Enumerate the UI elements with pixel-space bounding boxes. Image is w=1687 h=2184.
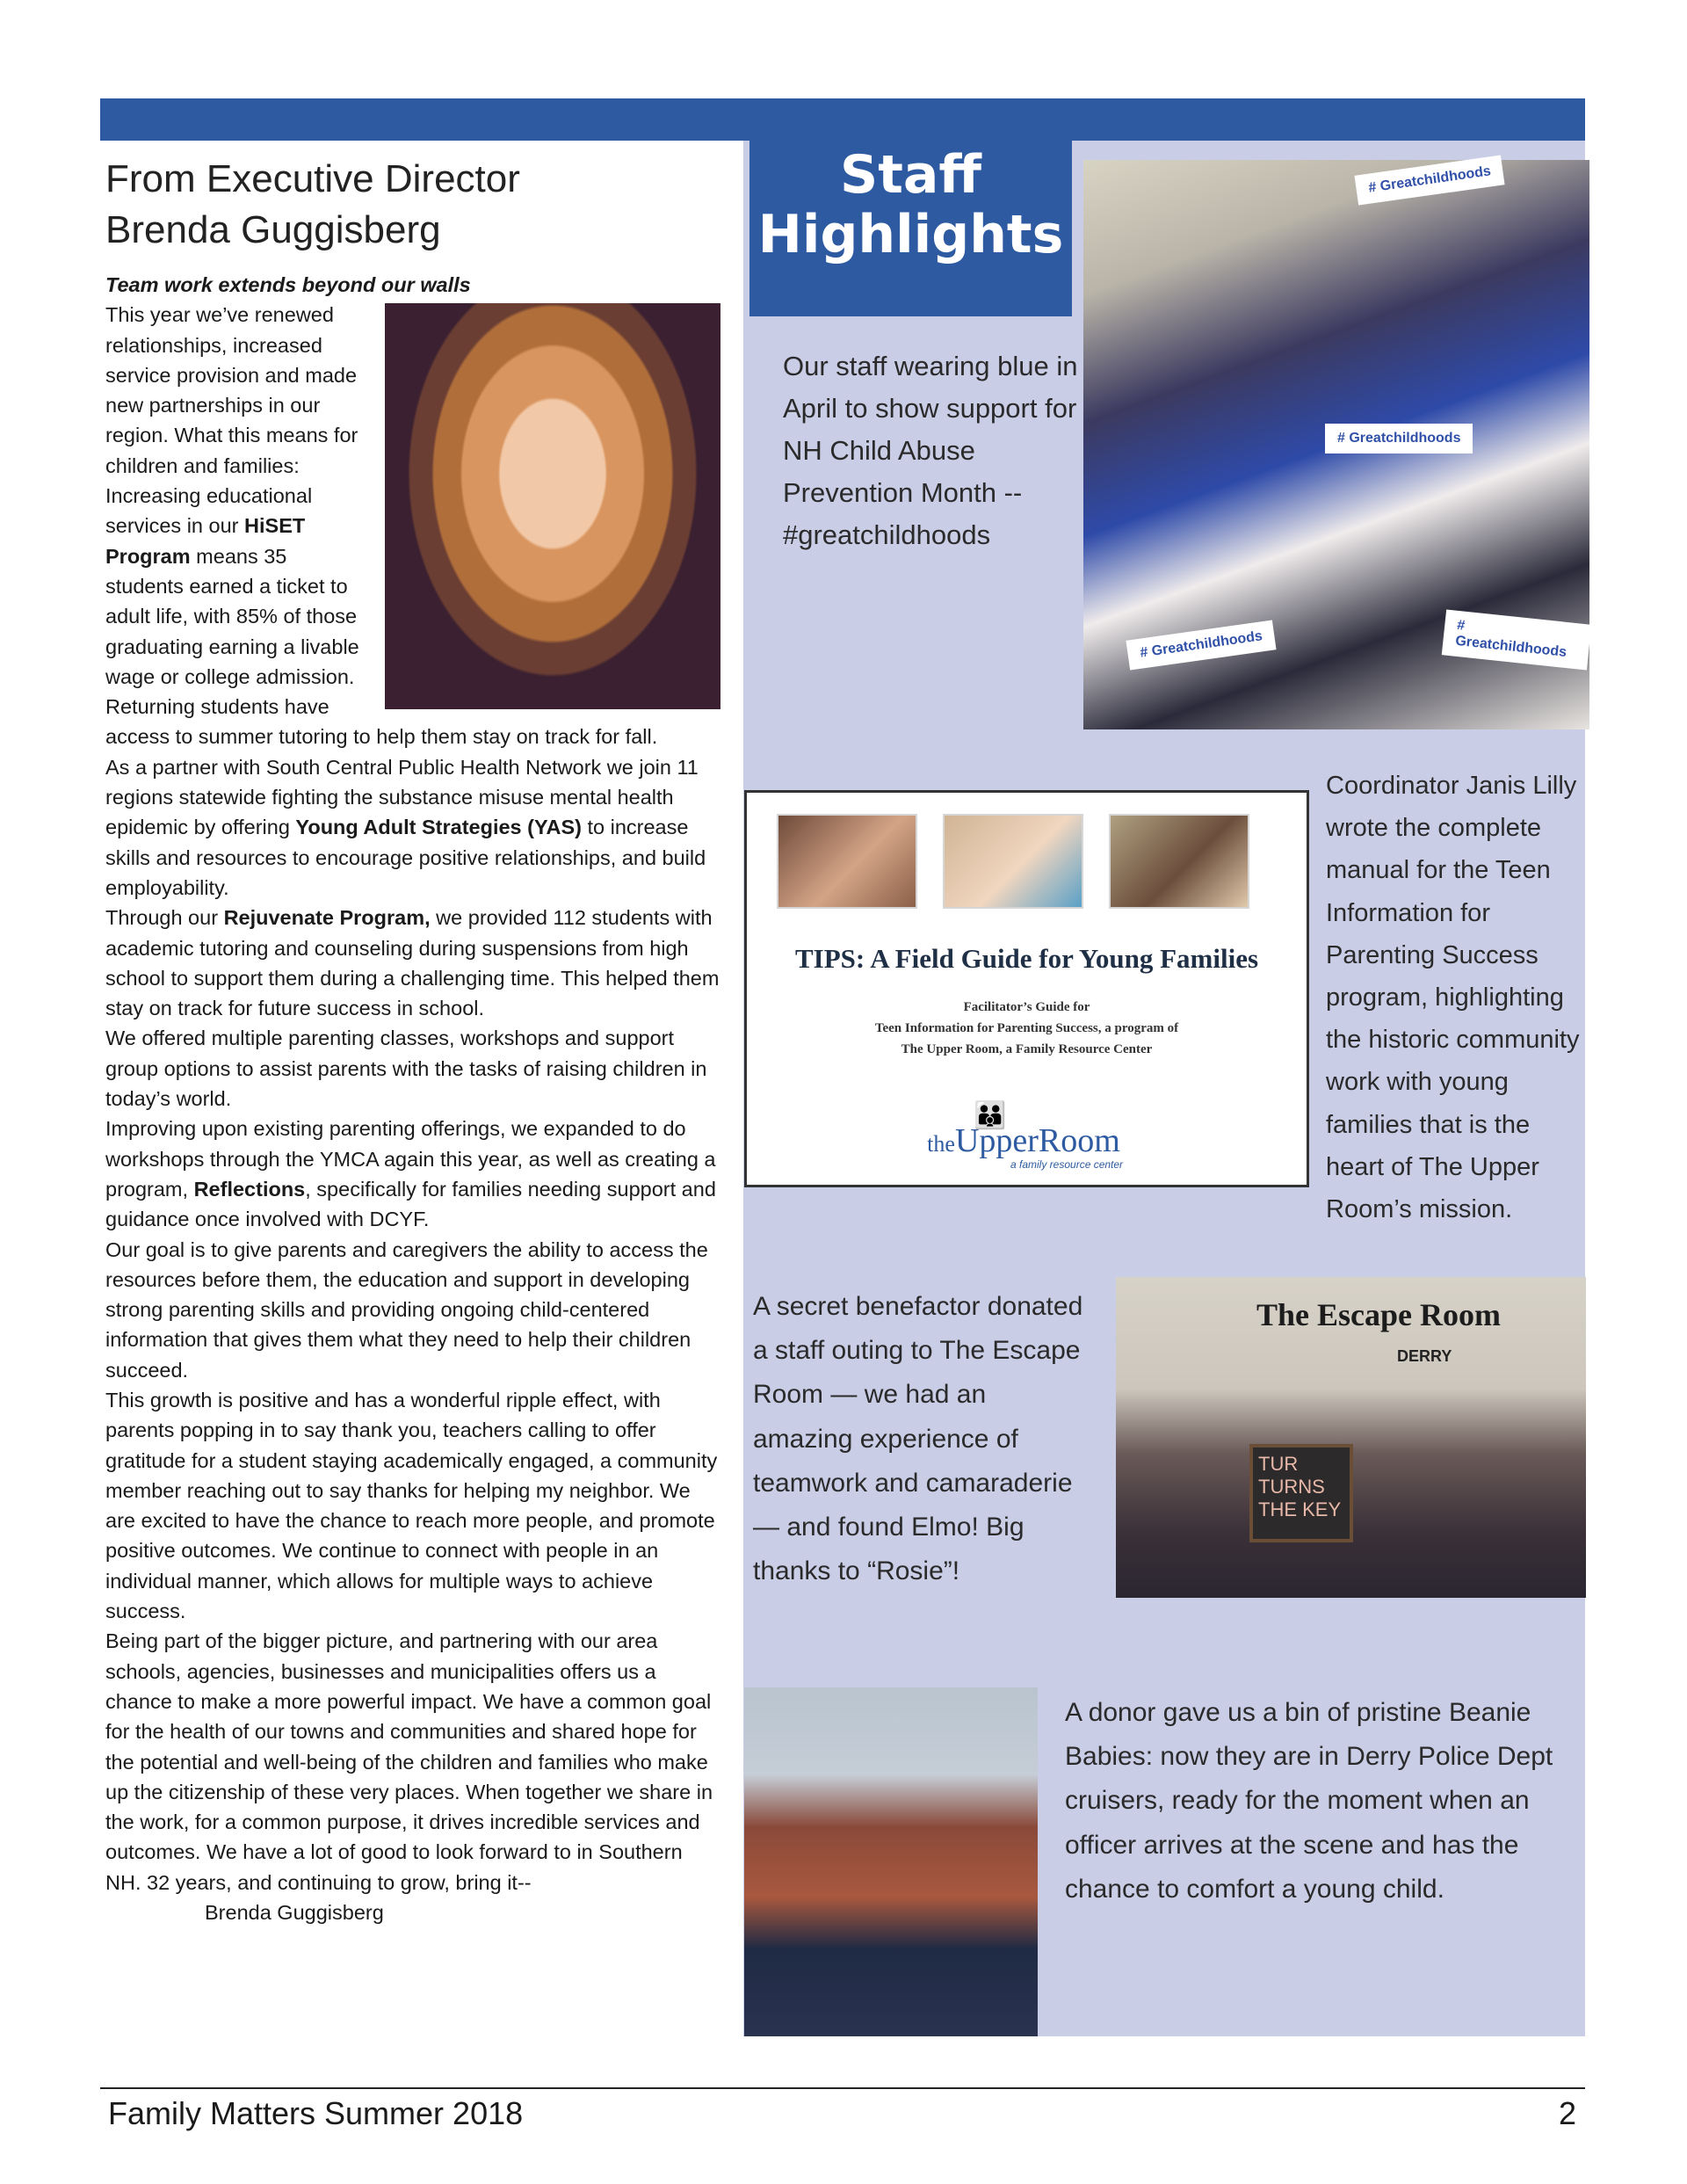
- footer-rule: [100, 2087, 1585, 2089]
- greatchildhoods-sign: # Greatchildhoods: [1442, 609, 1592, 670]
- director-signature: Brenda Guggisberg: [205, 1901, 384, 1925]
- janis-lilly-caption: Coordinator Janis Lilly wrote the complete manual for the Teen Information for Parenting Success program, highlighting the historic community work with young families that is the heart of The Upper Room’s mission.: [1326, 772, 1580, 1224]
- staff-highlights-title: [749, 145, 1072, 265]
- escape-room-sign-sub: DERRY: [1397, 1347, 1452, 1365]
- tips-cover-photo: [1109, 814, 1249, 909]
- upper-room-tagline: a family resource center: [1010, 1158, 1124, 1171]
- family-figures-icon: 👪: [974, 1101, 1005, 1130]
- director-letter: [105, 270, 720, 1927]
- chalkboard-sign: TUR TURNS THE KEY: [1249, 1444, 1353, 1542]
- staff-blue-caption: Our staff wearing blue in April to show support for NH Child Abuse Prevention Month -- #greatchildhoods: [783, 351, 1078, 550]
- director-paragraph-2: As a partner with South Central Public Health Network we join 11 regions statewide fighting the substance misuse mental health epidemic by offering Young Adult Strategies (YAS) to increase skills and resources to encourage positive relationships, and build employability.: [105, 755, 706, 899]
- greatchildhoods-sign: # Greatchildhoods: [1126, 620, 1277, 670]
- tips-headline: TIPS: A Field Guide for Young Families: [794, 943, 1259, 974]
- tips-cover-photo: [777, 814, 917, 909]
- director-subhead: Team work extends beyond our walls: [105, 273, 471, 296]
- escape-room-sign: The Escape Room: [1256, 1297, 1501, 1332]
- director-paragraph-6: Our goal is to give parents and caregivers the ability to access the resources before them, the education and support in developing strong parenting skills and providing ongoing child-centered information that gives them what they need to help their children succeed.: [105, 1237, 708, 1382]
- staff-title-line1: Staff: [840, 144, 981, 206]
- tips-subtitle: Facilitator’s Guide for Teen Information for Parenting Success, a program of The Upper Room, a Family Resource Center: [874, 1000, 1179, 1056]
- director-title: [105, 154, 720, 256]
- director-title-line1: From Executive Director: [105, 157, 520, 200]
- police-beanie-photo: [744, 1687, 1038, 2036]
- tips-cover-photo: [943, 814, 1083, 909]
- director-paragraph-3: Through our Rejuvenate Program, we provided 112 students with academic tutoring and counseling during suspensions from high school to support them during a challenging time. This helped them stay on track for future success in school.: [105, 906, 720, 1020]
- beanie-babies-caption: A donor gave us a bin of pristine Beanie Babies: now they are in Derry Police Dept cruisers, ready for the moment when an officer arrives at the scene and has the chance to comfort a young child.: [1065, 1698, 1553, 1904]
- footer-issue-title: Family Matters Summer 2018: [108, 2095, 524, 2131]
- staff-title-line2: Highlights: [757, 204, 1064, 265]
- director-paragraph-7: This growth is positive and has a wonderful ripple effect, with parents popping in to say thank you, teachers calling to offer gratitude for a student staying academically engaged, a community member reaching out to say thanks for helping my neighbor. We are excited to have the chance to reach more people, and promote positive outcomes. We continue to connect with people in an individual manner, which allows for multiple ways to achieve success.: [105, 1388, 718, 1623]
- director-paragraph-8: Being part of the bigger picture, and partnering with our area schools, agencies, businesses and municipalities offers us a chance to make a more powerful impact. We have a common goal for the health of our towns and communities and shared hope for the potential and well-being of the children and families who make up the citizenship of these very places. When together we share in the work, for a common purpose, it drives incredible services and outcomes. We have a lot of good to look forward to in Southern NH. 32 years, and continuing to grow, bring it--: [105, 1629, 713, 1894]
- upper-room-logo: theUpperRoom: [927, 1122, 1120, 1159]
- greatchildhoods-sign: # Greatchildhoods: [1325, 424, 1473, 453]
- director-title-line2: Brenda Guggisberg: [105, 208, 441, 251]
- escape-room-caption: A secret benefactor donated a staff outing to The Escape Room — we had an amazing experience of teamwork and camaraderie — and found Elmo! Big thanks to “Rosie”!: [753, 1292, 1083, 1586]
- escape-room-photo: [1116, 1277, 1586, 1598]
- page-number: 2: [1559, 2095, 1577, 2131]
- director-paragraph-4: We offered multiple parenting classes, workshops and support group options to assist parents with the tasks of raising children in today’s world.: [105, 1027, 707, 1111]
- staff-group-photo: [1083, 160, 1589, 729]
- header-bar: [100, 98, 1585, 141]
- director-portrait-photo: [385, 303, 720, 709]
- director-paragraph-5: Improving upon existing parenting offerings, we expanded to do workshops through the YMCA again this year, as well as creating a program, Reflections, specifically for families needing support and guidance once involved with DCYF.: [105, 1117, 716, 1231]
- greatchildhoods-sign: # Greatchildhoods: [1354, 155, 1505, 205]
- director-paragraph-1: This year we’ve renewed relationships, increased service provision and made new partnerships in our region. What this means for children and families: Increasing educational services in our HiSET Program means 35 students earned a ticket to adult life, with 85% of those graduating earning a livable wage or college admission. Returning students have access to summer tutoring to help them stay on track for fall.: [105, 303, 658, 749]
- tips-guide-cover: [744, 790, 1309, 1187]
